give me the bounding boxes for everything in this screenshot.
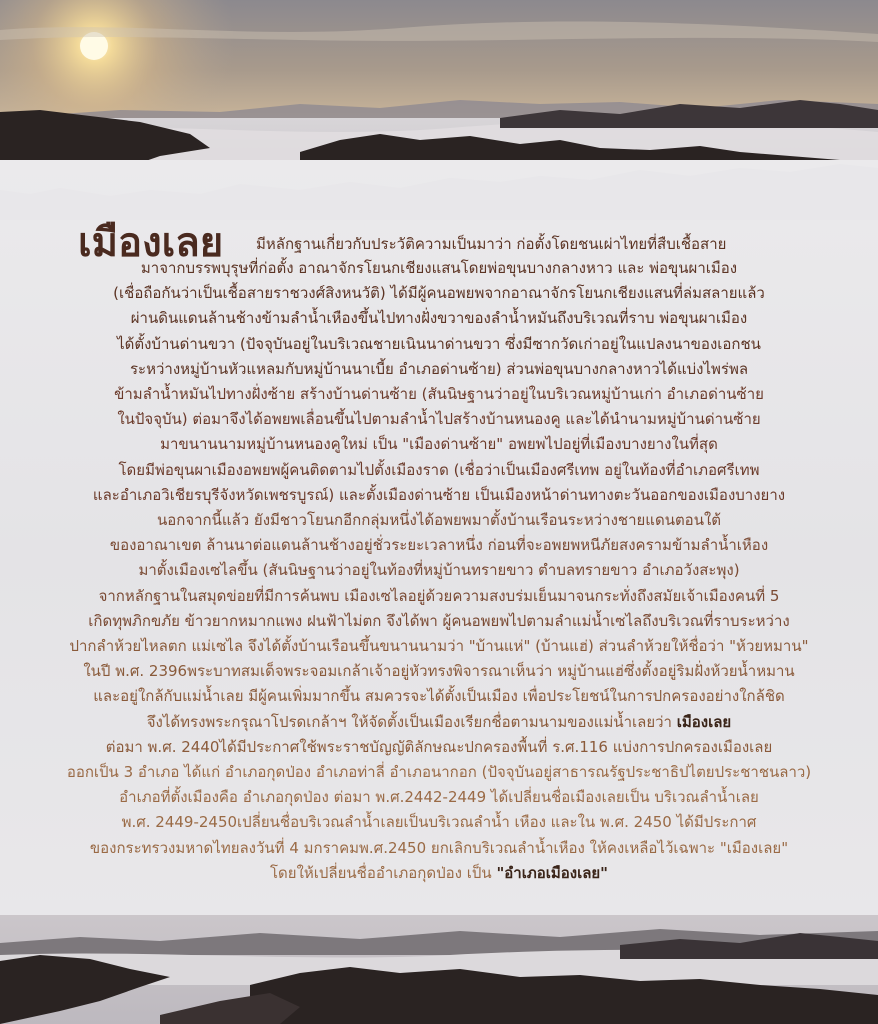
article-line: ต่อมา พ.ศ. 2440ได้มีประกาศใช้พระราชบัญญัติลักษณะปกครองพื้นที่ ร.ศ.116 แบ่งการปกครองเมืองเลย <box>105 737 773 756</box>
article-line: จากหลักฐานในสมุดข่อยที่มีการค้นพบ เมืองเซไลอยู่ด้วยความสงบร่มเย็นมาจนกระทั่งถึงสมัยเจ้าเมืองคนที่ 5 <box>98 586 780 605</box>
article-line: โดยมีพ่อขุนผาเมืองอพยพผู้คนติดตามไปตั้งเมืองราด (เชื่อว่าเป็นเมืองศรีเทพ อยู่ในท้องที่อำเภอศรีเทพ <box>118 460 760 479</box>
article-line: มีหลักฐานเกี่ยวกับประวัติความเป็นมาว่า ก่อตั้งโดยชนเผ่าไทยที่สืบเชื้อสาย <box>256 235 727 253</box>
article-line: และอยู่ใกล้กับแม่น้ำเลย มีผู้คนเพิ่มมากขึ้น สมควรจะได้ตั้งเป็นเมือง เพื่อประโยชน์ในการปกครองอย่างใกล้ชิด <box>93 687 785 706</box>
emphasis-district-name: "อำเภอเมืองเลย" <box>496 863 608 882</box>
emphasis-city-name: เมืองเลย <box>676 712 732 731</box>
article-line: ปากลำห้วยไหลตก แม่เซไล จึงได้ตั้งบ้านเรือนขึ้นขนานนามว่า "บ้านแห่" (บ้านแฮ่) ส่วนลำห้วยให้ชื่อว่า "ห้วยหมาน" <box>69 637 809 656</box>
article-line: อำเภอที่ตั้งเมืองคือ อำเภอกุดป่อง ต่อมา พ.ศ.2442-2449 ได้เปลี่ยนชื่อเมืองเลยเป็น บริเวณลำน้ำเลย <box>119 788 759 807</box>
misty-mountain-illustration <box>0 915 878 1024</box>
article-line: ผ่านดินแดนล้านช้างข้ามลำน้ำเหืองขึ้นไปทางฝั่งขวาของลำน้ำหมันถึงบริเวณที่ราบ พ่อขุนผาเมือง <box>130 309 748 328</box>
article-line <box>30 710 848 735</box>
article-line: มาตั้งเมืองเซไลขึ้น (สันนิษฐานว่าอยู่ในท้องที่หมู่บ้านทรายขาว ตำบลทรายขาว อำเภอวังสะพุง) <box>138 561 740 580</box>
article-line <box>30 861 848 886</box>
article-line-text: จึงได้ทรงพระกรุณาโปรดเกล้าฯ ให้จัดตั้งเป็นเมืองเรียกชื่อตามนามของแม่น้ำเลยว่า <box>146 712 672 731</box>
article-line: และอำเภอวิเชียรบุรีจังหวัดเพชรบูรณ์) และตั้งเมืองด่านซ้าย เป็นเมืองหน้าด่านทางตะวันออกของเมืองบางยาง <box>92 485 786 504</box>
article-line: ได้ตั้งบ้านด่านขวา (ปัจจุบันอยู่ในบริเวณชายเนินนาด่านขวา ซึ่งมีซากวัดเก่าอยู่ในแปลงนาของเอกชน <box>117 334 761 353</box>
article-line: ในปี พ.ศ. 2396พระบาทสมเด็จพระจอมเกล้าเจ้าอยู่หัวทรงพิจารณาเห็นว่า หมู่บ้านแฮ่ซึ่งตั้งอยู่ริมฝั่งห้วยน้ำหมาน <box>83 662 795 681</box>
misty-mountain-photo <box>0 915 878 1024</box>
article-line-text: โดยให้เปลี่ยนชื่ออำเภอกุดป่อง เป็น <box>269 863 492 882</box>
article-line: มาจากบรรพบุรุษที่ก่อตั้ง อาณาจักรโยนกเชียงแสนโดยพ่อขุนบางกลางหาว และ พ่อขุนผาเมือง <box>140 259 738 277</box>
title-row <box>30 216 848 266</box>
article-line: พ.ศ. 2449-2450เปลี่ยนชื่อบริเวณลำน้ำเลยเป็นบริเวณลำน้ำ เหือง และใน พ.ศ. 2450 ได้มีประกาศ <box>121 813 757 832</box>
article-line: ในปัจจุบัน) ต่อมาจึงได้อพยพเลื่อนขึ้นไปตามลำน้ำไปสร้างบ้านหนองคู และได้นำนามหมู่บ้านด่านซ้าย <box>117 410 761 429</box>
article-line: นอกจากนี้แล้ว ยังมีชาวโยนกอีกกลุ่มหนึ่งได้อพยพมาตั้งบ้านเรือนระหว่างชายแดนตอนใต้ <box>156 511 722 530</box>
article-line: ออกเป็น 3 อำเภอ ได้แก่ อำเภอกุดป่อง อำเภอท่าลี่ อำเภอนากอก (ปัจจุบันอยู่สาธารณรัฐประชาธิปไตยประชาชนลาว) <box>66 763 812 782</box>
article-line: มาขนานนามหมู่บ้านหนองคูใหม่ เป็น "เมืองด่านซ้าย" อพยพไปอยู่ที่เมืองบางยางในที่สุด <box>160 435 718 454</box>
city-title: เมืองเลย <box>78 220 224 266</box>
article-line: ของอาณาเขต ล้านนาต่อแดนล้านช้างอยู่ชั่วระยะเวลาหนึ่ง ก่อนที่จะอพยพหนีภัยสงครามข้ามลำน้ำเหือง <box>109 536 769 555</box>
article-line: ระหว่างหมู่บ้านหัวแหลมกับหมู่บ้านนาเบี้ย อำเภอด่านซ้าย) ส่วนพ่อขุนบางกลางหาวได้แบ่งไพร่พล <box>129 359 749 378</box>
article-line: (เชื่อถือกันว่าเป็นเชื้อสายราชวงศ์สิงหนวัติ) ได้มีผู้คนอพยพจากอาณาจักรโยนกเชียงแสนที่ล่มสลายแล้ว <box>113 284 765 303</box>
article-line: ข้ามลำน้ำหมันไปทางฝั่งซ้าย สร้างบ้านด่านซ้าย (สันนิษฐานว่าอยู่ในบริเวณหมู่บ้านเก่า อำเภอด่านซ้าย <box>114 385 764 404</box>
article-line: ของกระทรวงมหาดไทยลงวันที่ 4 มกราคมพ.ศ.2450 ยกเลิกบริเวณลำน้ำเหือง ให้คงเหลือไว้เฉพาะ "เมืองเลย" <box>89 838 789 857</box>
article-line: เกิดทุพภิกขภัย ข้าวยากหมากแพง ฝนฟ้าไม่ตก จึงได้พา ผู้คนอพยพไปตามลำแม่น้ำเซไลถึงบริเวณที่ราบระหว่าง <box>88 611 790 630</box>
article-body <box>30 216 848 886</box>
